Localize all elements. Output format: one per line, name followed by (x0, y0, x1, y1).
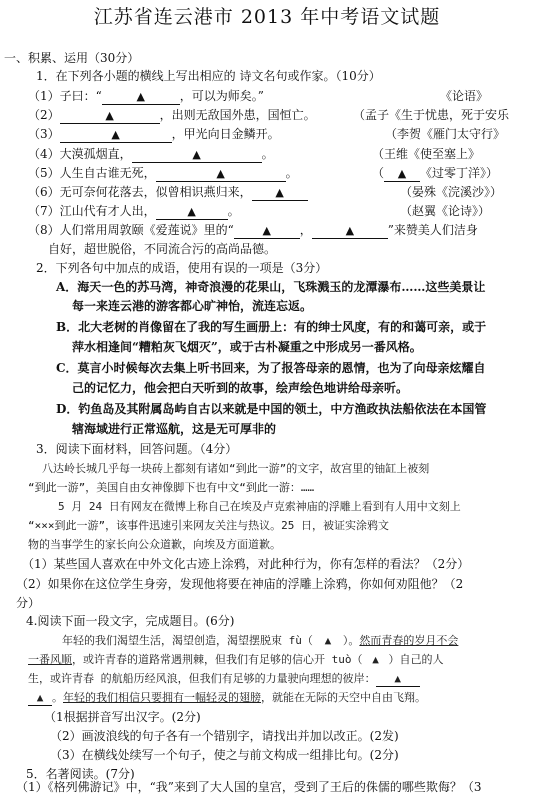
answer-blank[interactable]: ▲ (372, 653, 379, 666)
q1-item-2-source: （孟子《生于忧患，死于安乐 (353, 108, 510, 122)
q1-item-5-source: （ ▲ 《过零丁洋》） (372, 166, 499, 180)
q1-item-8: （8）人们常用周敦颐《爱莲说》里的“ ▲ ， ▲ ”来赞美人们洁身 (28, 223, 478, 237)
q2-option-a-cont: 每一来连云港的游客都心旷神怡，流连忘返。 (72, 299, 313, 313)
answer-blank[interactable]: ▲ (376, 672, 420, 687)
q5-sub-1: （1）《格列佛游记》中，“我”来到了大人国的皇宫，受到了王后的侏儒的哪些欺侮？（3 (16, 780, 482, 794)
q3-sub-1: （1）某些国人喜欢在中外文化古迹上涂鸦，对此种行为，你有怎样的看法？（2分） (22, 557, 470, 571)
q1-item-1: （1）子曰：“ ▲ ，可以为师矣。” (28, 89, 264, 103)
q2-option-c-cont: 己的记忆力，他会把白天听到的故事，绘声绘色地讲给母亲听。 (72, 381, 409, 395)
q4-sub-1: （1根据拼音写出汉字。(2分) (44, 710, 201, 724)
q2-option-c: C．莫言小时候每次去集上听书回来，为了报答母亲的恩情，也为了向母亲炫耀自 (56, 361, 486, 375)
q3-material-line: 八达岭长城几乎每一块砖上都刻有诸如“到此一游”的文字，故宫里的铀缸上被刻 (42, 462, 430, 475)
q1-item-7: （7）江山代有才人出， ▲ 。 (28, 204, 240, 218)
q3-material-line: “×××到此一游”，该事件迅速引来网友关注与热议。25 日，被证实涂鸦文 (28, 519, 389, 532)
q5-stem: 5．名著阅读。(7分) (26, 767, 135, 781)
q4-passage-line: 一番风顺，或许青春的道路常遇荆棘，但我们有足够的信心开 tuò（ ▲ ）自己的人 (28, 653, 444, 666)
answer-blank[interactable]: ▲ (60, 127, 172, 143)
answer-blank[interactable]: ▲ (156, 166, 286, 182)
answer-blank[interactable]: ▲ (234, 223, 300, 239)
q2-option-b: B．北大老树的肖像留在了我的写生画册上：有的绅士风度，有的和蔼可亲，或于 (56, 320, 487, 334)
q4-sub-3: （3）在横线处续写一个句子，使之与前文构成一组排比句。(2分) (50, 748, 399, 762)
q3-stem: 3．阅读下面材料，回答问题。（4分） (36, 442, 238, 456)
q1-item-3-source: （李贺《雁门太守行》 (385, 127, 506, 141)
q2-option-a: A．海天一色的苏马湾，神奇浪漫的花果山，飞珠溅玉的龙潭瀑布……这些美景让 (56, 280, 486, 294)
q1-item-5: （5）人生自古谁无死， ▲ 。 (28, 166, 298, 180)
q3-sub-2: （2）如果你在这位学生身旁，发现他将要在神庙的浮雕上涂鸦，你如何劝阻他？（2 (16, 577, 464, 591)
answer-blank[interactable]: ▲ (252, 185, 308, 201)
answer-blank[interactable]: ▲ (384, 166, 420, 182)
q2-stem: 2．下列各句中加点的成语，使用有误的一项是（3分） (36, 261, 328, 275)
q1-item-6-source: （晏殊《浣溪沙》） (400, 185, 503, 199)
answer-blank[interactable]: ▲ (312, 223, 388, 239)
q1-item-7-source: （赵翼《论诗》） (400, 204, 491, 218)
q1-item-4-source: （王维《使至塞上》 (372, 147, 481, 161)
q1-item-3: （3） ▲ ，甲光向日金鳞开。 (28, 127, 280, 141)
q1-item-6: （6）无可奈何花落去，似曾相识燕归来， ▲ (28, 185, 308, 201)
q2-option-b-cont: 萍水相逢间“糟粕灰飞烟灭”，或于古朴凝重之中形成另一番风格。 (72, 340, 422, 354)
answer-blank[interactable]: ▲ (60, 108, 160, 124)
q4-passage-line: ▲ 。年轻的我们相信只要拥有一幅轻灵的翅膀，就能在无际的天空中自由飞翔。 (28, 691, 426, 706)
answer-blank[interactable]: ▲ (132, 147, 262, 163)
q1-stem: 1．在下列各小题的横线上写出相应的 诗文名句或作家。（10分） (36, 69, 381, 83)
answer-blank[interactable]: ▲ (28, 691, 52, 706)
q4-passage-line: 生，或许青春 的航船历经风浪，但我们有足够的力量驶向理想的彼岸： ▲ (28, 672, 420, 687)
section-heading: 一、积累、运用（30分） (4, 51, 140, 65)
q4-stem: 4.阅读下面一段文字，完成题目。(6分) (26, 614, 235, 628)
q3-sub-2-cont: 分） (16, 596, 41, 610)
q2-option-d-cont: 辖海域进行正常巡航，这是无可厚非的 (72, 422, 277, 436)
q4-sub-2: （2）画波浪线的句子各有一个错别字，请找出并加以改正。(2发) (50, 729, 399, 743)
answer-blank[interactable]: ▲ (102, 89, 180, 105)
q4-passage-line: 年轻的我们渴望生活，渴望创造，渴望摆脱束 fù（ ▲ ）。然而青春的岁月不会 (62, 634, 459, 647)
page-title: 江苏省连云港市 2013 年中考语文试题 (93, 6, 441, 28)
q1-item-2: （2） ▲ ，出则无敌国外患，国恒亡。 (28, 108, 316, 122)
q3-material-line: “到此一游”，美国自由女神像脚下也有中文“到此一游：…… (28, 481, 315, 494)
q1-item-4: （4）大漠孤烟直， ▲ 。 (28, 147, 274, 161)
q3-material-line: 物的当事学生的家长向公众道歉，向埃及方面道歉。 (28, 538, 281, 551)
q3-material-line: 5 月 24 日有网友在微博上称自己在埃及卢克索神庙的浮雕上看到有人用中文刻上 (58, 500, 461, 513)
q1-item-1-source: 《论语》 (440, 89, 489, 103)
answer-blank[interactable]: ▲ (324, 634, 332, 647)
q2-option-d: D．钓鱼岛及其附属岛屿自古以来就是中国的领土，中方渔政执法船依法在本国管 (56, 402, 487, 416)
q1-item-8-cont: 自好，超世脱俗，不同流合污的高尚品德。 (48, 242, 277, 256)
answer-blank[interactable]: ▲ (156, 204, 228, 220)
